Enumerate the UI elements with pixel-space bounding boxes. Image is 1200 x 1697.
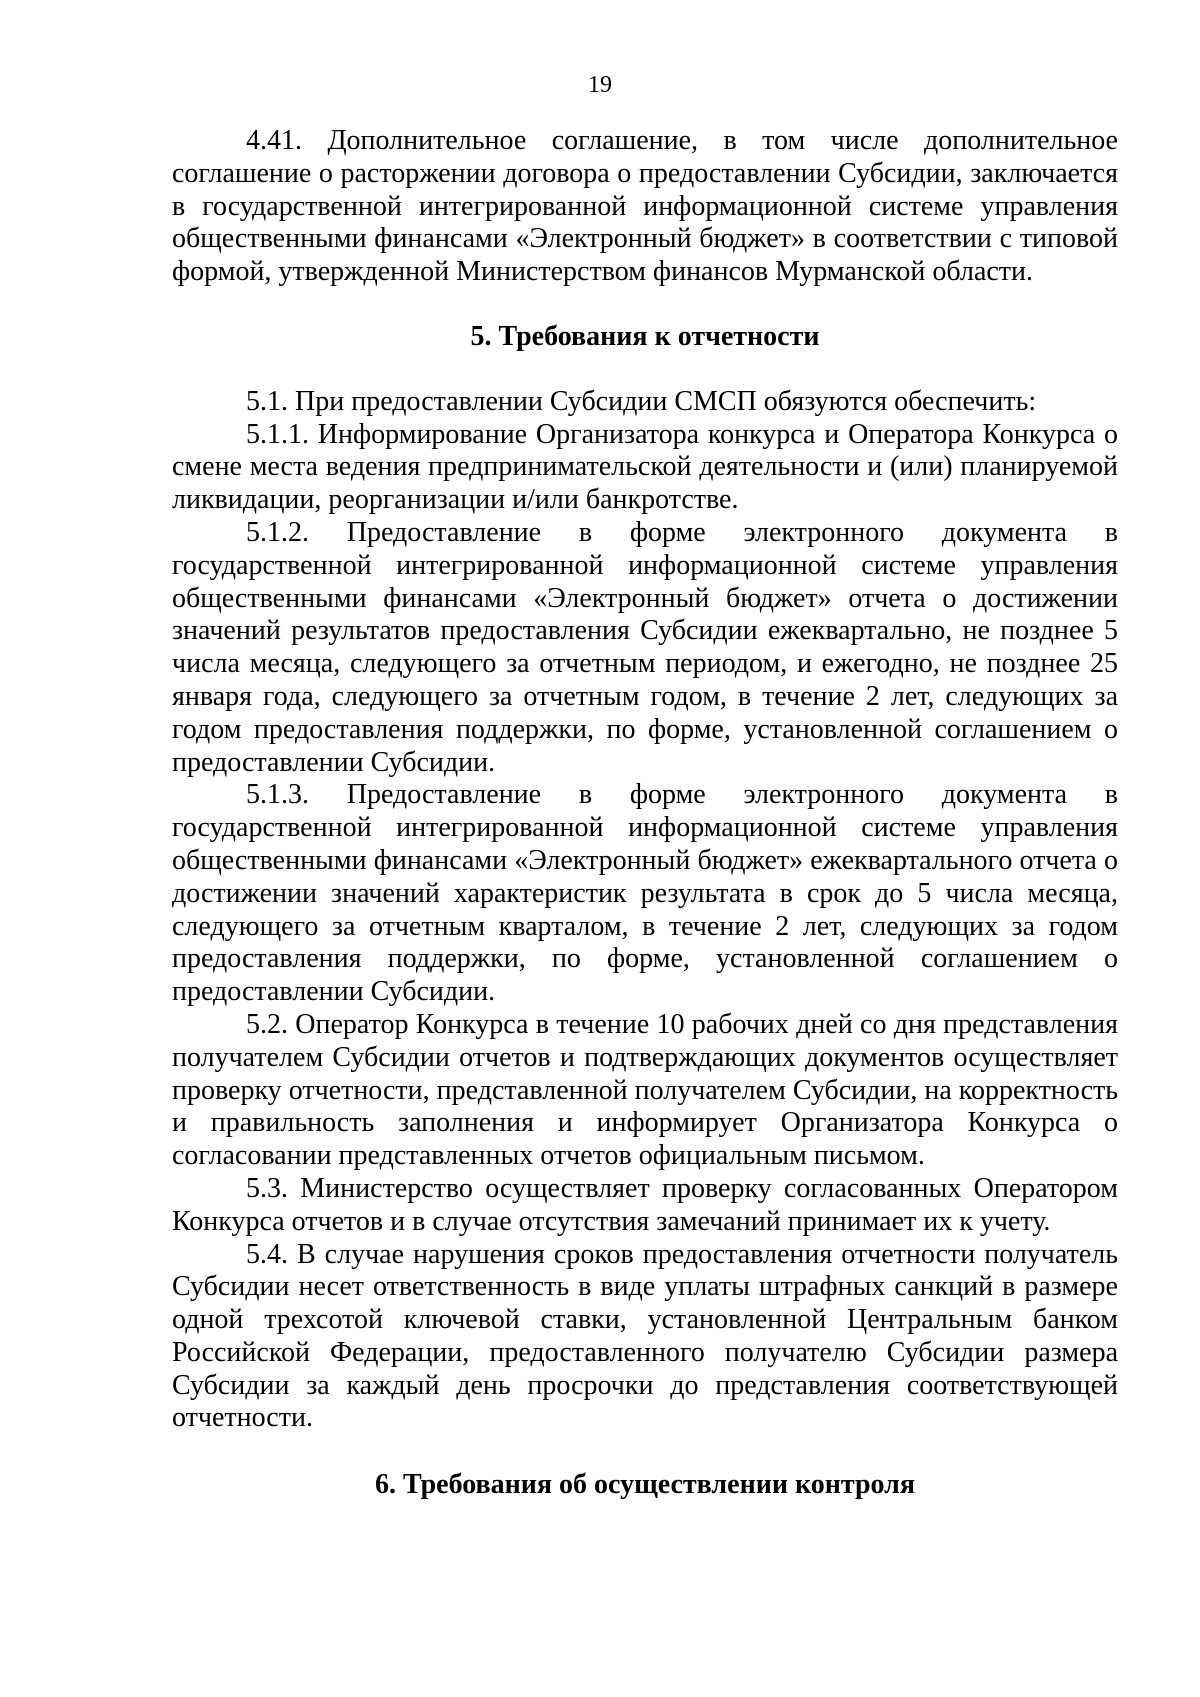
section-heading-6: 6. Требования об осуществлении контроля	[374, 1469, 916, 1501]
page-number: 19	[588, 72, 612, 98]
document-body	[172, 125, 1118, 1502]
paragraph-4-41: 4.41. Дополнительное соглашение, в том числе дополнительное соглашение о расторжении договора о предоставлении Субсидии, заключается в государственной интегрированной информационной системе управления общественными финансами «Электронный бюджет» в соответствии с типовой формой, утвержденной Министерством финансов Мурманской области.	[172, 125, 1118, 288]
paragraph-5-1-3: 5.1.3. Предоставление в форме электронного документа в государственной интегрированной информационной системе управления общественными финансами «Электронный бюджет» ежеквартального отчета о достижении значений характеристик результата в срок до 5 числа месяца, следующего за отчетным кварталом, в течение 2 лет, следующих за годом предоставления поддержки, по форме, установленной соглашением о предоставлении Субсидии.	[172, 779, 1118, 1008]
paragraph-5-1-2: 5.1.2. Предоставление в форме электронного документа в государственной интегрированной информационной системе управления общественными финансами «Электронный бюджет» отчета о достижении значений результатов предоставления Субсидии ежеквартально, не позднее 5 числа месяца, следующего за отчетным периодом, и ежегодно, не позднее 25 января года, следующего за отчетным годом, в течение 2 лет, следующих за годом предоставления поддержки, по форме, установленной соглашением о предоставлении Субсидии.	[172, 516, 1118, 778]
paragraph-5-3: 5.3. Министерство осуществляет проверку согласованных Оператором Конкурса отчетов и в случае отсутствия замечаний принимает их к учету.	[172, 1172, 1118, 1237]
paragraph-5-2: 5.2. Оператор Конкурса в течение 10 рабочих дней со дня представления получателем Субсидии отчетов и подтверждающих документов осуществляет проверку отчетности, представленной получателем Субсидии, на корректность и правильность заполнения и информирует Организатора Конкурса о согласовании представленных отчетов официальным письмом.	[172, 1008, 1118, 1172]
paragraph-5-1: 5.1. При предоставлении Субсидии СМСП обязуются обеспечить:	[246, 385, 1037, 417]
paragraph-5-1-1: 5.1.1. Информирование Организатора конкурса и Оператора Конкурса о смене места ведения предпринимательской деятельности и (или) планируемой ликвидации, реорганизации и/или банкротстве.	[172, 418, 1118, 516]
paragraph-5-4: 5.4. В случае нарушения сроков предоставления отчетности получатель Субсидии несет ответственность в виде уплаты штрафных санкций в размере одной трехсотой ключевой ставки, установленной Центральным банком Российской Федерации, предоставленного получателю Субсидии размера Субсидии за каждый день просрочки до представления соответствующей отчетности.	[172, 1238, 1118, 1434]
section-heading-5: 5. Требования к отчетности	[470, 320, 820, 352]
